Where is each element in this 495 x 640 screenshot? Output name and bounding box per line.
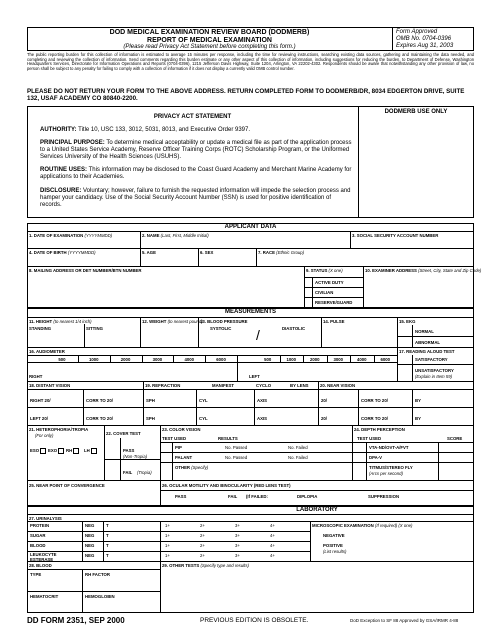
hematocrit[interactable]: HEMATOCRIT — [30, 594, 59, 599]
label: 4. DATE OF BIRTH — [29, 250, 67, 255]
urinalysis-plus-4[interactable]: 4+ — [270, 543, 275, 548]
label-hint: (to nearest 1/4 inch) — [53, 319, 92, 324]
micro-positive[interactable]: POSITIVE — [323, 543, 343, 548]
disclosure — [40, 188, 352, 209]
audiometer-left-freq-1000: 1000 — [286, 357, 297, 362]
sex-label[interactable]: 6. SEX — [200, 250, 214, 255]
rule — [27, 551, 310, 552]
label: 29. OTHER TESTS — [162, 563, 200, 568]
rule — [104, 459, 160, 460]
rule — [160, 425, 161, 506]
lh-checkbox[interactable] — [91, 448, 97, 454]
urinalysis-plus-3[interactable]: 3+ — [235, 533, 240, 538]
ocular-motility-label: 26. OCULAR MOTILITY AND BINOCULARITY (RED LENS TEST) — [162, 483, 291, 488]
bp-slash: / — [256, 327, 260, 343]
rule — [160, 462, 352, 463]
other-tests-label[interactable] — [162, 563, 249, 568]
urinalysis-neg[interactable]: NEG — [85, 543, 95, 548]
purpose-label: PRINCIPAL PURPOSE: — [40, 140, 105, 146]
nv-left-by[interactable]: BY — [415, 416, 421, 421]
heterophoria-hint: (For only) — [35, 433, 54, 438]
color-vision-label: 23. COLOR VISION — [162, 427, 201, 432]
rule — [27, 531, 310, 532]
ref-left-axis[interactable]: AXIS — [257, 416, 268, 421]
rule — [140, 317, 141, 347]
label-hint: (If required) (X one) — [374, 523, 413, 528]
exo-checkbox[interactable] — [58, 448, 64, 454]
dv-left-corr[interactable]: CORR TO 20/ — [86, 416, 113, 421]
label: 12. WEIGHT — [142, 319, 167, 324]
purpose-text: To determine medical acceptability or update a medical file as part of the application process to a United States Service Academy, Reserve Officer Training Corps (ROTC) Scholarship Program, or the Uniformed Services University of the Health Sciences (USUHS). — [40, 140, 352, 160]
rule — [27, 425, 474, 426]
audiometer-col-divider — [327, 355, 328, 362]
rule — [27, 231, 474, 232]
label: 9. STATUS — [306, 268, 328, 273]
date-of-exam-label[interactable] — [29, 233, 112, 238]
blood-label: 28. BLOOD — [29, 563, 52, 568]
label: 11. HEIGHT — [29, 319, 53, 324]
nv-left-20[interactable]: 20/ — [321, 416, 327, 421]
rule — [254, 389, 255, 425]
urinalysis-plus-4[interactable]: 4+ — [270, 523, 275, 528]
refraction-by-lens[interactable]: BY LENS — [290, 383, 309, 388]
laboratory-heading: LABORATORY — [296, 507, 338, 513]
distant-vision-label: 18. DISTANT VISION — [29, 383, 71, 388]
rule — [352, 452, 474, 453]
cv-test-used: TEST USED — [162, 436, 187, 441]
label-hint: (Street, City, State and Zip Code) — [418, 268, 482, 273]
urinalysis-trace[interactable]: T — [106, 533, 109, 538]
ref-right-cyl[interactable]: CYL — [199, 398, 208, 403]
age-label[interactable]: 5. AGE — [142, 250, 156, 255]
status-active-duty[interactable]: ACTIVE DUTY — [315, 280, 344, 285]
rule — [27, 591, 160, 592]
rh-label: RH — [66, 448, 73, 453]
bp-systolic[interactable]: SYSTOLIC — [210, 326, 232, 331]
header-divider — [392, 27, 393, 51]
urinalysis-plus-2[interactable]: 2+ — [200, 523, 205, 528]
label-hint: (YYYYMMDD) — [67, 250, 96, 255]
rule — [256, 248, 257, 266]
audiometer-right-freq-6000: 6000 — [216, 357, 226, 362]
rule — [321, 317, 322, 347]
pulse-label[interactable]: 14. PULSE — [323, 319, 345, 324]
rule — [104, 425, 105, 480]
rule — [27, 248, 474, 249]
ref-right-sph[interactable]: SPH — [146, 398, 155, 403]
privacy-divider — [358, 106, 359, 218]
rule — [27, 561, 474, 562]
rh-option[interactable] — [66, 448, 79, 454]
rule — [397, 364, 474, 365]
label: MICROSCOPIC EXAMINATION — [312, 523, 374, 528]
urinalysis-neg[interactable]: NEG — [85, 553, 95, 558]
audiometer-col-divider — [78, 355, 79, 362]
dp-score: SCORE — [447, 436, 463, 441]
cover-pass[interactable]: PASS — [123, 448, 135, 453]
routine-text: This information may be disclosed to the Coast Guard Academy and Merchant Marine Academy for applications to their Academies. — [40, 167, 352, 180]
cv-palant-failed[interactable]: No. Failed — [288, 455, 308, 460]
omb-number: OMB No. 0704-0396 — [396, 36, 452, 42]
urinalysis-plus-3[interactable]: 3+ — [235, 543, 240, 548]
audiometer-left-freq-500: 500 — [264, 357, 272, 362]
dp-vta[interactable]: VTA-ND/OVT-A/FVT — [369, 445, 409, 450]
rule — [358, 389, 359, 425]
weight-label[interactable] — [142, 319, 203, 324]
om-suppression[interactable]: SUPPRESSION — [368, 494, 400, 499]
urinalysis-plus-2[interactable]: 2+ — [200, 553, 205, 558]
dp-test-used: TEST USED — [357, 436, 382, 441]
rule — [84, 324, 85, 347]
race-label[interactable] — [258, 250, 304, 255]
rule — [412, 389, 413, 425]
nv-right-corr[interactable]: CORR TO 20/ — [361, 398, 388, 403]
eso-label: ESO — [30, 448, 40, 453]
label: OTHER — [175, 465, 191, 470]
audiometer-right-freq-500: 500 — [58, 357, 66, 362]
label: 1. DATE OF EXAMINATION — [29, 233, 84, 238]
hemoglobin[interactable]: HEMOGLOBIN — [85, 594, 115, 599]
disclosure-text: Voluntary; however, failure to furnish the requested information will impede the selection process and hamper your candidacy. Use of the Social Security Account Number (SSN) is used for positive identification of records. — [40, 188, 351, 208]
urinalysis-plus-2[interactable]: 2+ — [200, 533, 205, 538]
audiometer-col-divider — [280, 355, 281, 362]
rule — [363, 266, 364, 308]
height-sitting[interactable]: SITTING — [86, 326, 103, 331]
form-subtitle: (Please read Privacy Act Statement before completing this form.) — [123, 44, 296, 50]
ekg-normal[interactable]: NORMAL — [415, 329, 434, 334]
cv-pip[interactable]: PIP — [175, 445, 182, 450]
rule — [27, 521, 474, 522]
mailing-address-label[interactable]: 8. MAILING ADDRESS OR DET NUMBER/BTN NUMBER — [29, 268, 142, 273]
dp-dpav[interactable]: DPA-V — [369, 455, 383, 460]
cover-test-label: 22. COVER TEST — [106, 431, 141, 436]
exo-label: EXO — [48, 448, 58, 453]
nv-right-20[interactable]: 20/ — [321, 398, 327, 403]
bp-diastolic[interactable]: DIASTOLIC — [282, 326, 306, 331]
rule — [237, 355, 238, 381]
routine-label: ROUTINE USES: — [40, 167, 88, 173]
nv-left-corr[interactable]: CORR TO 20/ — [361, 416, 388, 421]
microscopic-label — [312, 523, 412, 528]
disclosure-label: DISCLOSURE: — [40, 188, 82, 194]
rule — [27, 407, 474, 408]
near-point-label[interactable]: 25. NEAR POINT OF CONVERGENCE — [29, 483, 105, 488]
rule — [160, 490, 474, 491]
ref-left-cyl[interactable]: CYL — [199, 416, 208, 421]
rule — [196, 389, 197, 425]
label-hint: (Last, First, Middle Initial) — [160, 233, 209, 238]
rule — [27, 389, 474, 390]
audiometer-col-divider — [303, 355, 304, 362]
rule — [27, 317, 474, 318]
cover-fail-hint: (Tropia) — [137, 470, 152, 475]
rule — [318, 381, 319, 425]
rule — [160, 442, 352, 443]
routine-uses — [40, 167, 352, 181]
urinalysis-plus-3[interactable]: 3+ — [235, 553, 240, 558]
ssn-label[interactable]: 3. SOCIAL SECURITY ACCOUNT NUMBER — [352, 233, 439, 238]
principal-purpose — [40, 140, 352, 161]
heterophoria-label: 21. HETEROPHORIA/TROPIA — [29, 427, 89, 432]
gsa-exception: DoD Exception to SF 88 Approved by GSA/IRMR 4-88 — [350, 618, 459, 623]
cover-fail[interactable]: FAIL — [123, 470, 133, 475]
cv-palant[interactable]: PALANT — [175, 455, 193, 460]
nv-right-by[interactable]: BY — [415, 398, 421, 403]
status-reserve-guard[interactable]: RESERVE/GUARD — [315, 300, 353, 305]
rule — [366, 442, 367, 480]
ref-right-axis[interactable]: AXIS — [257, 398, 268, 403]
urinalysis-row-label: PROTEIN — [30, 523, 50, 528]
rule — [438, 442, 439, 480]
rule — [198, 248, 199, 266]
cv-pip-passed[interactable]: No. Passed — [225, 445, 248, 450]
label-hint: (Specify) — [191, 465, 209, 470]
dp-titmus[interactable]: TITMUS/STEREO FLY — [369, 465, 413, 470]
burden-statement: The public reporting burden for this collection of information is estimated to average 15 minutes per response, including the time for reviewing instructions, searching existing data sources, gathering and maintaining the data needed, and completing and reviewing the collection of information. Send comments regarding this burden estimate or any other aspect of this collection of information, including suggestions for reducing the burden, to Department of Defense, Washington Headquarters Services, Directorate for Information Operations and Reports (0704-0396), 1215 Jefferson Davis Highway, Suite 1204, Arlington, VA 22202-4302. Respondents should be aware that notwithstanding any other provision of law, no person shall be subject to any penalty for failing to comply with a collection of information if it does not display a currently valid OMB control number. — [27, 52, 474, 71]
rule — [412, 355, 413, 381]
lh-label: LH — [84, 448, 90, 453]
audiometer-col-divider — [205, 355, 206, 362]
micro-negative[interactable]: NEGATIVE — [323, 533, 345, 538]
expiry-date: Expires Aug 31, 2003 — [396, 43, 454, 49]
audiometer-right-freq-4000: 4000 — [184, 357, 195, 362]
audiometer-left-freq-2000: 2000 — [309, 357, 320, 362]
dv-left-20[interactable]: LEFT 20/ — [30, 416, 48, 421]
audiometer-label: 16. AUDIOMETER — [29, 349, 65, 354]
ekg-label: 15. EKG — [399, 319, 416, 324]
authority — [40, 127, 350, 134]
audiometer-col-divider — [142, 355, 143, 362]
rule — [352, 442, 474, 443]
rh-checkbox[interactable] — [73, 448, 79, 454]
status-civilian[interactable]: CIVILIAN — [315, 290, 334, 295]
label: 7. RACE — [258, 250, 275, 255]
refraction-cyclo[interactable]: CYCLO — [256, 383, 272, 388]
rule — [83, 389, 84, 425]
near-vision-label: 20. NEAR VISION — [320, 383, 356, 388]
dv-right-20[interactable]: RIGHT 20/ — [30, 398, 51, 403]
cv-pip-failed[interactable]: No. Failed — [288, 445, 308, 450]
eso-option[interactable] — [30, 448, 46, 454]
urinalysis-plus-4[interactable]: 4+ — [270, 533, 275, 538]
reading-unsatisfactory[interactable]: UNSATISFACTORY — [415, 368, 454, 373]
audiometer-right[interactable]: RIGHT — [29, 374, 43, 379]
blood-pressure-label: 13. BLOOD PRESSURE — [200, 319, 248, 324]
micro-positive-hint: (List results) — [323, 549, 347, 554]
dp-titmus-hint: (Arcs per second) — [369, 471, 403, 476]
urinalysis-plus-3[interactable]: 3+ — [235, 523, 240, 528]
ref-left-sph[interactable]: SPH — [146, 416, 155, 421]
rule — [160, 521, 161, 613]
rule — [27, 569, 160, 570]
eso-checkbox[interactable] — [40, 448, 46, 454]
rule — [27, 266, 474, 267]
refraction-label: 19. REFRACTION — [145, 383, 181, 388]
ekg-abnormal[interactable]: ABNORMAL — [415, 340, 441, 345]
blood-rh-factor[interactable]: RH FACTOR — [85, 572, 110, 577]
dob-label[interactable] — [29, 250, 96, 255]
authority-text: Title 10, USC 133, 3012, 5031, 8013, and Executive Order 9397. — [78, 127, 251, 133]
om-pass[interactable]: PASS — [175, 494, 187, 499]
label-hint: (Ethnic Group) — [276, 250, 305, 255]
urinalysis-plus-4[interactable]: 4+ — [270, 553, 275, 558]
lh-option[interactable] — [84, 448, 97, 454]
rule — [27, 514, 474, 515]
obsolete-notice: PREVIOUS EDITION IS OBSOLETE. — [200, 617, 309, 624]
urinalysis-trace[interactable]: T — [106, 543, 109, 548]
label-hint: (Specify type and results) — [200, 563, 249, 568]
name-label[interactable] — [142, 233, 209, 238]
rule — [312, 277, 313, 308]
cv-results: RESULTS — [218, 436, 238, 441]
blood-type[interactable]: TYPE — [30, 572, 42, 577]
label-hint: (to nearest pound) — [167, 319, 203, 324]
urinalysis-plus-1[interactable]: 1+ — [165, 543, 170, 548]
rule — [27, 381, 474, 382]
rule — [397, 336, 474, 337]
measurements-heading: MEASUREMENTS — [224, 309, 276, 315]
examiner-address-label[interactable] — [365, 268, 481, 273]
rule — [352, 462, 474, 463]
audiometer-right-freq-3000: 3000 — [152, 357, 163, 362]
form-number: DD FORM 2351, SEP 2000 — [27, 616, 125, 625]
urinalysis-trace[interactable]: T — [106, 523, 109, 528]
audiometer-right-freq-1000: 1000 — [88, 357, 99, 362]
rule — [27, 362, 397, 363]
applicant-heading: APPLICANT DATA — [224, 224, 277, 230]
om-if-failed: (If FAILED: — [246, 494, 268, 499]
urinalysis-plus-1[interactable]: 1+ — [165, 553, 170, 558]
label-hint: (YYYYMMDD) — [84, 233, 113, 238]
rule — [397, 317, 398, 381]
audiometer-col-divider — [110, 355, 111, 362]
urinalysis-plus-1[interactable]: 1+ — [165, 533, 170, 538]
rule — [27, 480, 474, 481]
cv-palant-passed[interactable]: No. Passed — [225, 455, 248, 460]
authority-label: AUTHORITY: — [40, 127, 77, 133]
form-title-2: REPORT OF MEDICAL EXAMINATION — [147, 36, 272, 44]
om-fail[interactable]: FAIL — [228, 494, 238, 499]
urinalysis-row-label: BLOOD — [30, 543, 46, 548]
rule — [350, 231, 351, 248]
audiometer-col-divider — [374, 355, 375, 362]
urinalysis-row-label: SUGAR — [30, 533, 46, 538]
audiometer-left-freq-4000: 4000 — [356, 357, 367, 362]
rule — [172, 442, 173, 480]
label-hint: (X one) — [328, 268, 343, 273]
rule — [27, 355, 397, 356]
refraction-manifest[interactable]: MANIFEST — [212, 383, 234, 388]
exo-option[interactable] — [48, 448, 64, 454]
depth-perception-label: 24. DEPTH PERCEPTION — [354, 427, 405, 432]
rule — [27, 541, 310, 542]
label: 2. NAME — [142, 233, 160, 238]
height-standing[interactable]: STANDING — [29, 326, 52, 331]
audiometer-left-freq-6000: 6000 — [380, 357, 391, 362]
label: 10. EXAMINER ADDRESS — [365, 268, 417, 273]
rule — [160, 452, 352, 453]
form-approved: Form Approved — [396, 29, 438, 35]
rule — [140, 231, 141, 266]
audiometer-left-freq-3000: 3000 — [333, 357, 344, 362]
audiometer-col-divider — [173, 355, 174, 362]
return-notice: PLEASE DO NOT RETURN YOUR FORM TO THE ABOVE ADDRESS. RETURN COMPLETED FORM TO DODMERB/DR, 8034 EDGERTON DRIVE, SUITE 132, USAF ACADEMY CO 80840-2200. — [27, 88, 465, 103]
urinalysis-plus-2[interactable]: 2+ — [200, 543, 205, 548]
rule — [310, 521, 311, 561]
status-label — [306, 268, 343, 273]
privacy-heading: PRIVACY ACT STATEMENT — [153, 114, 232, 120]
urinalysis-neg[interactable]: NEG — [85, 533, 95, 538]
audiometer-right-freq-2000: 2000 — [120, 357, 131, 362]
rule — [27, 347, 474, 348]
urinalysis-plus-1[interactable]: 1+ — [165, 523, 170, 528]
urinalysis-label: 27. URINALYSIS — [29, 516, 62, 521]
reading-satisfactory[interactable]: SATISFACTORY — [415, 357, 448, 362]
urinalysis-row-label: LEUKOCYTE ESTERASE — [30, 552, 57, 562]
audiometer-left[interactable]: LEFT — [249, 374, 260, 379]
form-title-1: DOD MEDICAL EXAMINATION REVIEW BOARD (DODMERB) — [109, 29, 310, 36]
reading-aloud-label: 17. READING ALOUD TEST — [399, 349, 455, 354]
om-diplopia[interactable]: DIPLOPIA — [297, 494, 318, 499]
height-label — [29, 319, 92, 324]
rule — [143, 381, 144, 425]
cv-other[interactable] — [175, 465, 208, 470]
audiometer-col-divider — [350, 355, 351, 362]
urinalysis-neg[interactable]: NEG — [85, 523, 95, 528]
dodmerb-use-only: DODMERB USE ONLY — [384, 109, 448, 115]
urinalysis-trace[interactable]: T — [106, 553, 109, 558]
reading-unsat-hint: (Explain in Item 59) — [415, 374, 453, 379]
cover-pass-hint: (Non-Tropia) — [123, 454, 148, 459]
rule — [82, 569, 83, 613]
dv-right-corr[interactable]: CORR TO 20/ — [86, 398, 113, 403]
